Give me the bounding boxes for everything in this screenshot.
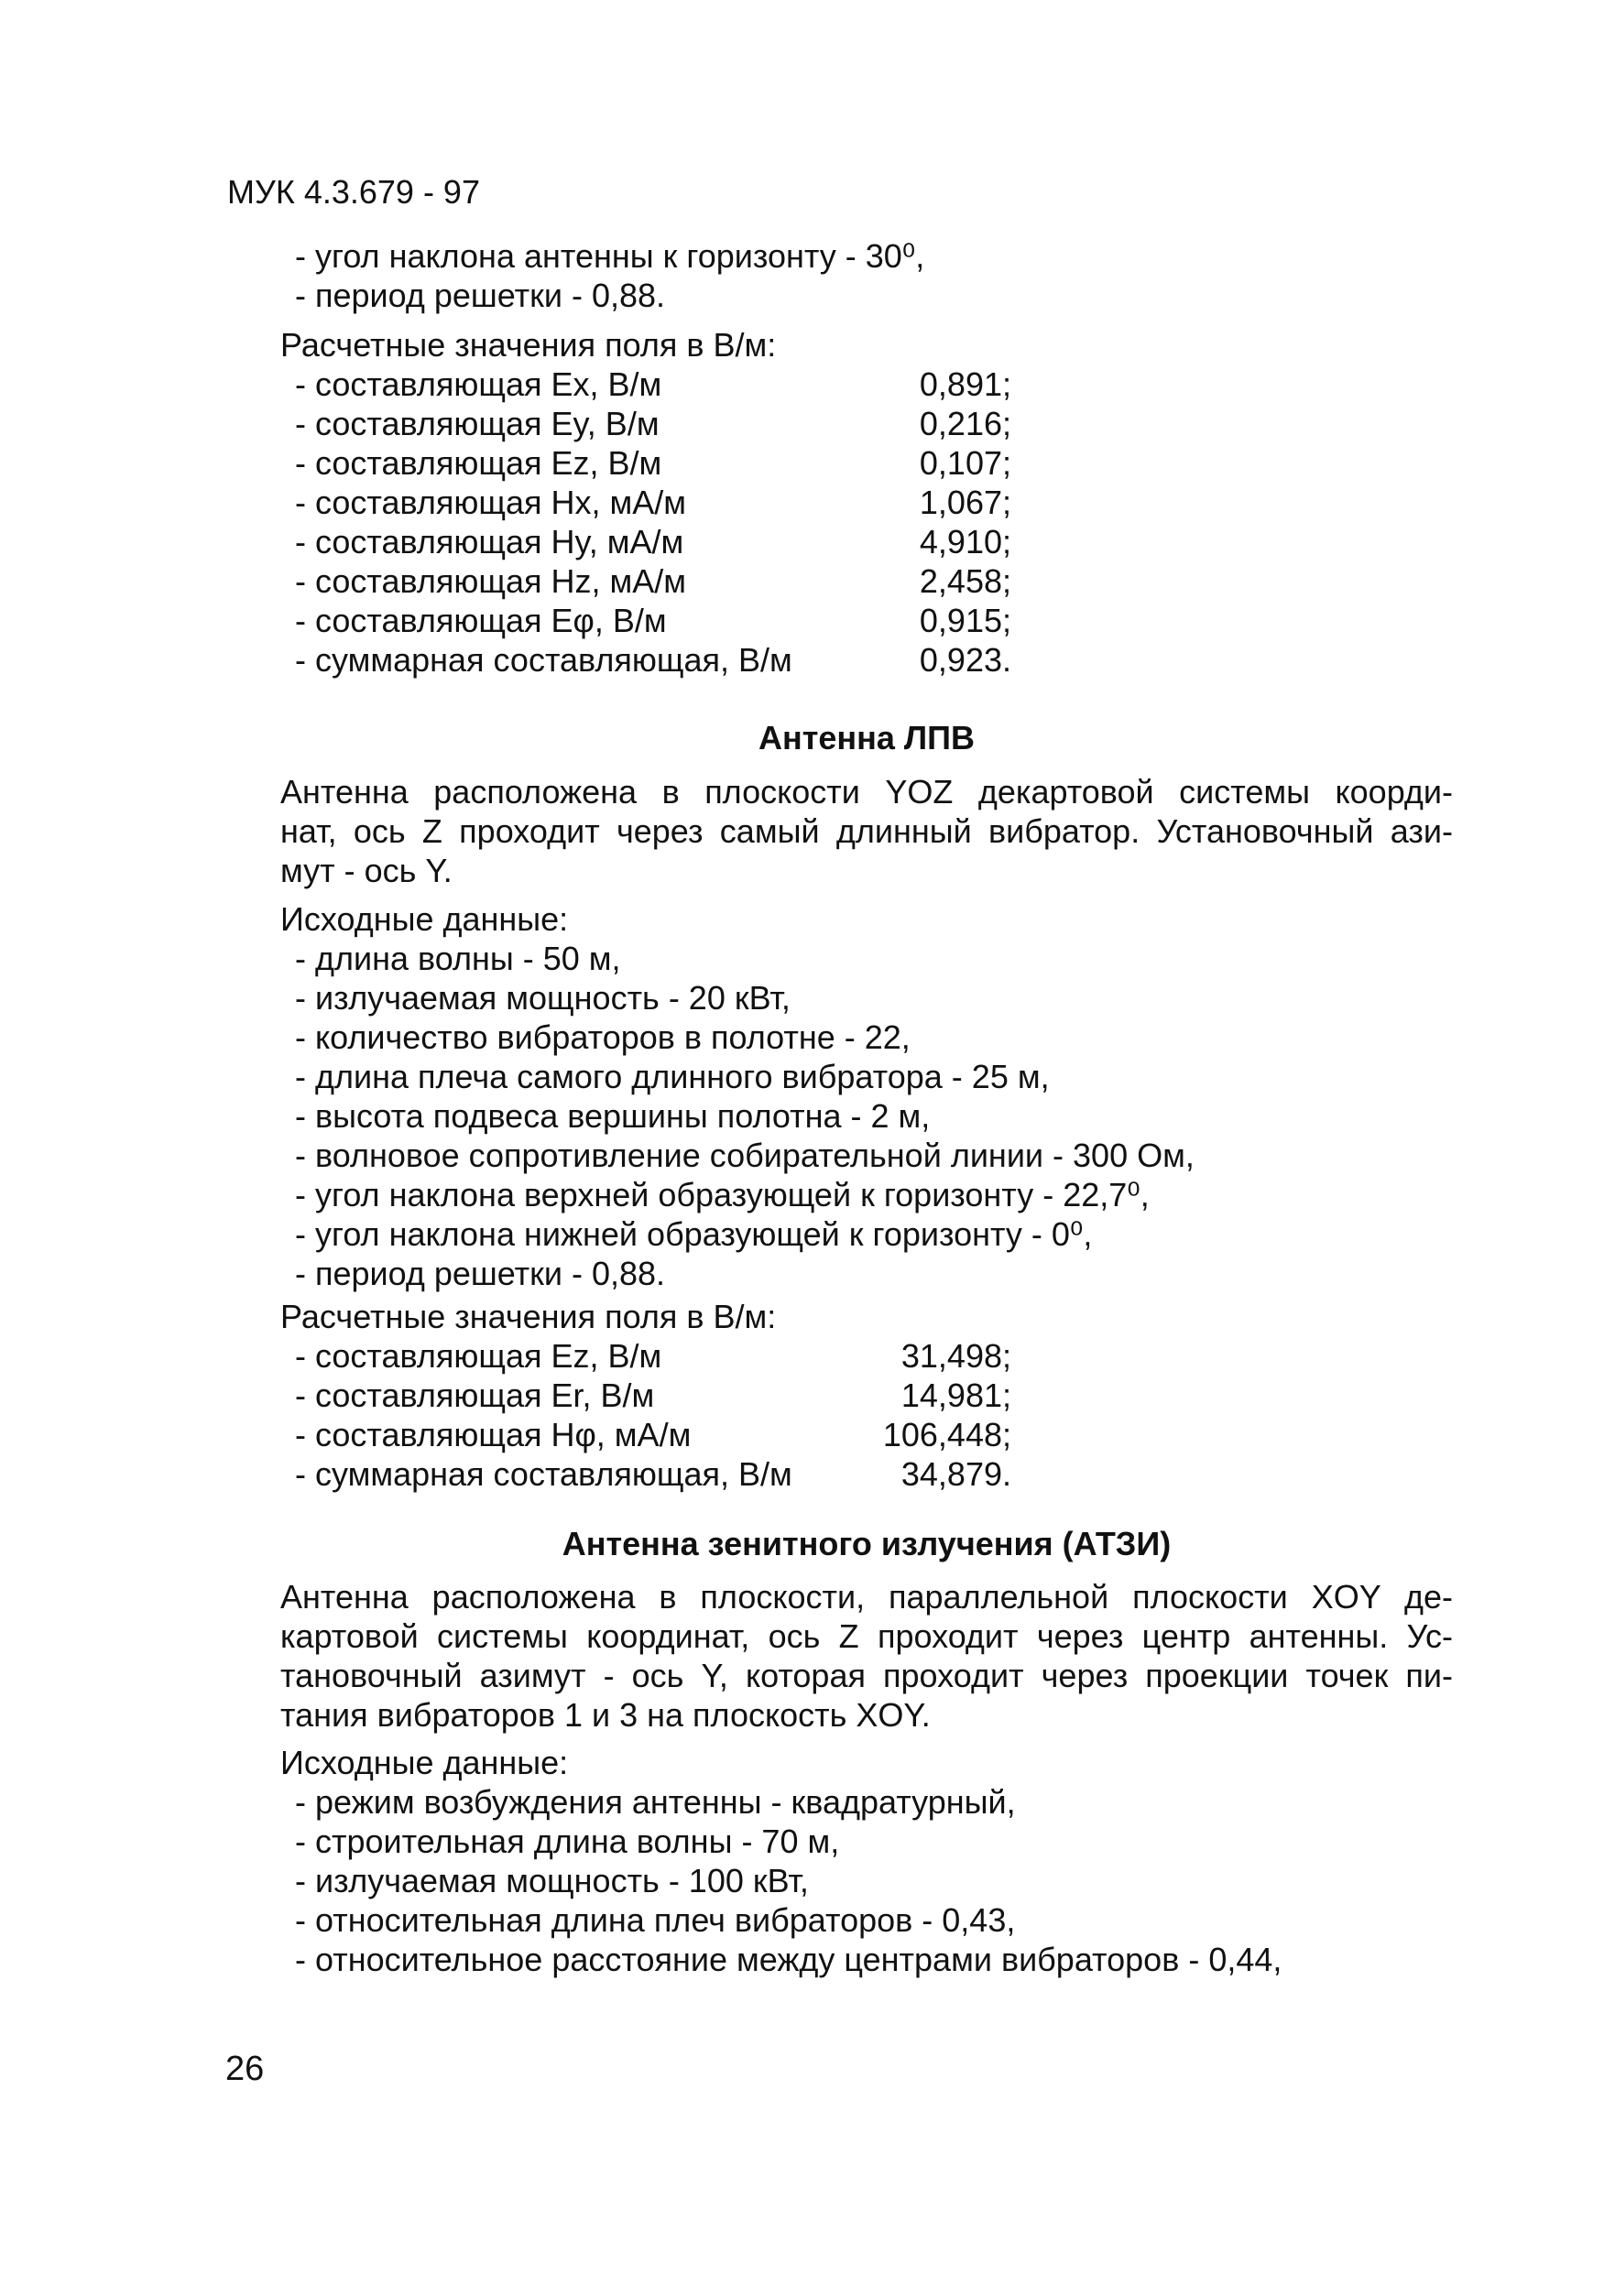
field-row-value: 34,879.	[900, 1455, 1011, 1493]
field-row-label: - составляющая Hφ, мА/м	[295, 1416, 692, 1453]
list-item: - длина волны - 50 м,	[295, 940, 621, 977]
field-row-label: - составляющая Hz, мА/м	[295, 562, 686, 600]
field-row-value: 4,910;	[919, 523, 1011, 560]
paragraph-line: нат, ось Z проходит через самый длинный вибратор. Установочный ази-	[280, 812, 1453, 850]
list-item: - излучаемая мощность - 100 кВт,	[295, 1862, 809, 1899]
field-row-value: 0,915;	[919, 602, 1011, 639]
paragraph-line: картовой системы координат, ось Z проходит через центр антенны. Ус-	[280, 1617, 1453, 1655]
inputs-heading: Исходные данные:	[280, 1744, 569, 1781]
paragraph-line: мут - ось Y.	[280, 852, 453, 889]
field-row-label: - составляющая Ey, В/м	[295, 405, 660, 442]
paragraph-line: Антенна расположена в плоскости YOZ декартовой системы коорди-	[280, 773, 1453, 811]
section-title: Антенна зенитного излучения (АТЗИ)	[562, 1525, 1172, 1562]
page-number: 26	[225, 2050, 265, 2088]
list-item: - период решетки - 0,88.	[295, 1255, 666, 1292]
paragraph-line: тания вибраторов 1 и 3 на плоскость XOY.	[280, 1696, 931, 1734]
field-values-heading: Расчетные значения поля в В/м:	[280, 326, 777, 364]
list-item: - волновое сопротивление собирательной линии - 300 Ом,	[295, 1137, 1195, 1174]
field-row-label: - составляющая Hy, мА/м	[295, 523, 684, 560]
list-item: - строительная длина волны - 70 м,	[295, 1823, 840, 1860]
inputs-heading: Исходные данные:	[280, 900, 569, 938]
field-row-value: 2,458;	[919, 562, 1011, 600]
list-item: - режим возбуждения антенны - квадратурный,	[295, 1783, 1016, 1821]
field-values-heading: Расчетные значения поля в В/м:	[280, 1298, 777, 1335]
field-row-value: 0,891;	[919, 365, 1011, 403]
list-item: - угол наклона антенны к горизонту - 30⁰,	[295, 237, 925, 275]
field-row-label: - составляющая Ez, В/м	[295, 444, 662, 482]
field-row-label: - составляющая Er, В/м	[295, 1377, 655, 1414]
list-item: - длина плеча самого длинного вибратора - 25 м,	[295, 1058, 1050, 1095]
document-code-header: МУК 4.3.679 - 97	[227, 173, 480, 211]
paragraph-line: Антенна расположена в плоскости, параллельной плоскости XOY де-	[280, 1578, 1453, 1616]
field-row-label: - составляющая Hx, мА/м	[295, 484, 686, 521]
list-item: - относительная длина плеч вибраторов - 0,43,	[295, 1901, 1016, 1939]
field-row-label: - составляющая Ez, В/м	[295, 1337, 662, 1375]
list-item: - угол наклона верхней образующей к горизонту - 22,7⁰,	[295, 1176, 1150, 1213]
field-row-value: 0,107;	[919, 444, 1011, 482]
field-row-label: - суммарная составляющая, В/м	[295, 641, 792, 679]
list-item: - излучаемая мощность - 20 кВт,	[295, 979, 791, 1017]
section-title: Антенна ЛПВ	[758, 719, 976, 756]
field-row-value: 1,067;	[919, 484, 1011, 521]
field-row-label: - суммарная составляющая, В/м	[295, 1455, 792, 1493]
paragraph-line: тановочный азимут - ось Y, которая проходит через проекции точек пи-	[280, 1657, 1453, 1694]
list-item: - количество вибраторов в полотне - 22,	[295, 1018, 911, 1056]
field-row-label: - составляющая Ex, В/м	[295, 365, 662, 403]
field-row-value: 0,923.	[919, 641, 1011, 679]
list-item: - высота подвеса вершины полотна - 2 м,	[295, 1097, 931, 1135]
list-item: - относительное расстояние между центрами вибраторов - 0,44,	[295, 1941, 1282, 1978]
field-row-value: 0,216;	[919, 405, 1011, 442]
field-row-label: - составляющая Eφ, В/м	[295, 602, 667, 639]
field-row-value: 106,448;	[882, 1416, 1011, 1453]
list-item: - угол наклона нижней образующей к горизонту - 0⁰,	[295, 1215, 1093, 1253]
list-item: - период решетки - 0,88.	[295, 277, 666, 314]
field-row-value: 14,981;	[900, 1377, 1011, 1414]
field-row-value: 31,498;	[900, 1337, 1011, 1375]
